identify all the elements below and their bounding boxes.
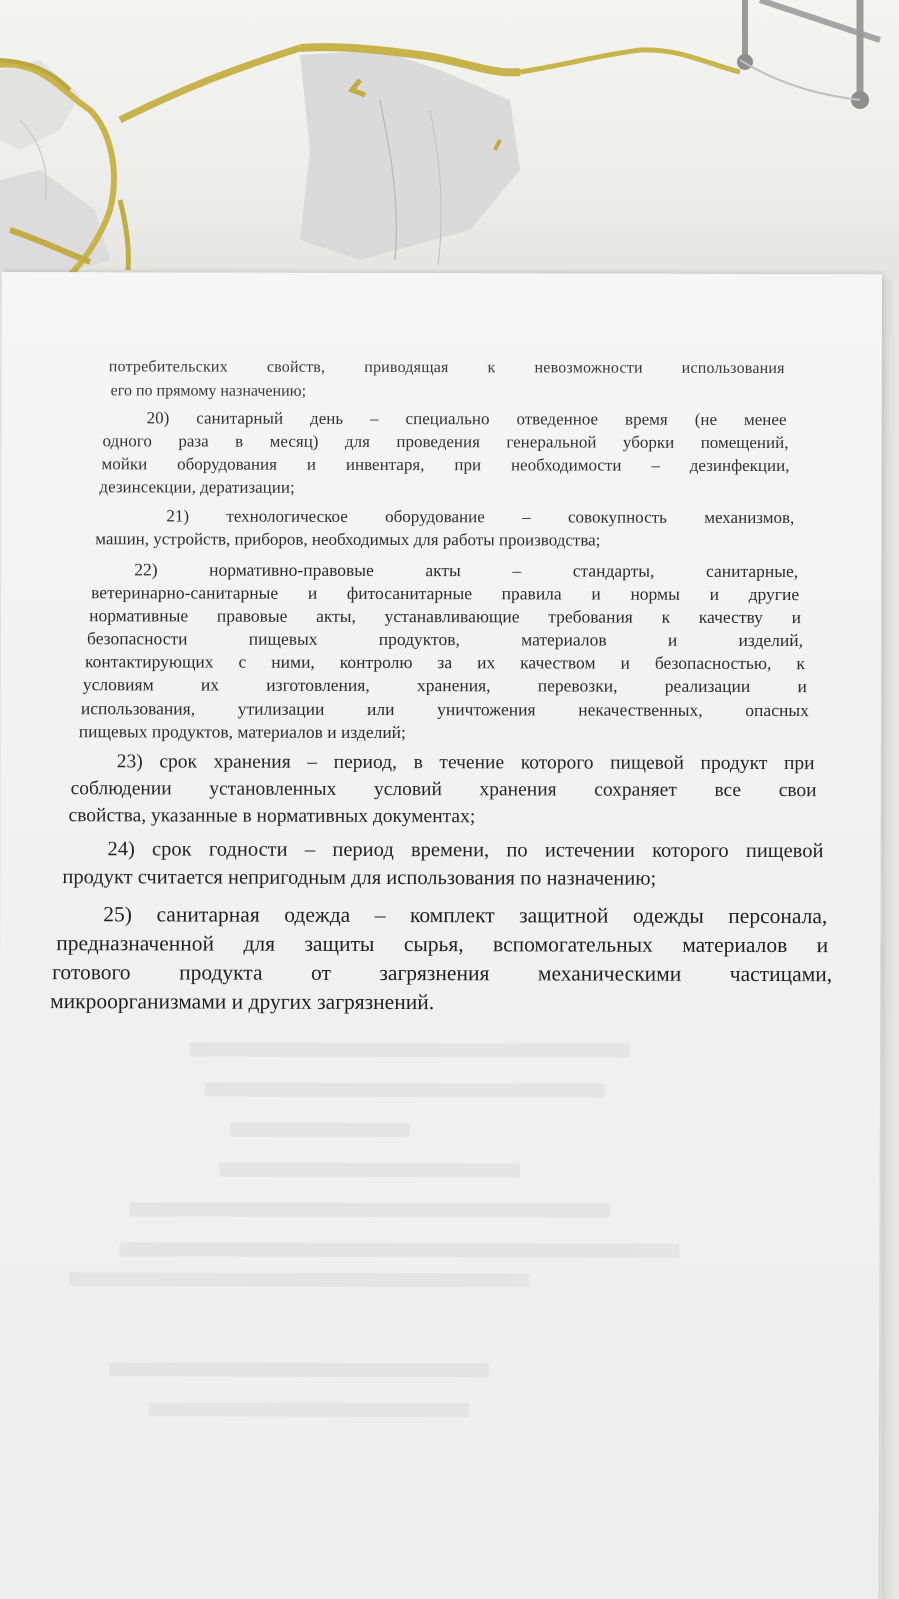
doc-line-3: 20) санитарный день – специально отведенное время (не менее <box>146 408 787 430</box>
doc-line-23: предназначенной для защиты сырья, вспомогательных материалов и <box>56 931 829 958</box>
doc-line-17: 23) срок хранения – период, в течение которого пищевой продукт при <box>116 751 815 775</box>
doc-line-22: 25) санитарная одежда – комплект защитной одежды персонала, <box>103 902 828 929</box>
doc-line-10: ветеринарно-санитарные и фитосанитарные правила и нормы и другие <box>91 582 800 605</box>
doc-line-12: безопасности пищевых продуктов, материалов и изделий, <box>87 628 804 651</box>
doc-line-2: его по прямому назначению; <box>110 382 307 400</box>
doc-line-6: дезинсекции, дератизации; <box>99 477 295 497</box>
doc-line-24: готового продукта от загрязнения механическими частицами, <box>52 960 833 987</box>
document-page <box>0 272 882 1599</box>
doc-line-14: условиям их изготовления, хранения, перевозки, реализации и <box>82 674 807 697</box>
doc-line-20: 24) срок годности – период времени, по истечении которого пищевой <box>107 838 824 863</box>
doc-line-1: потребительских свойств, приводящая к невозможности использования <box>108 358 785 378</box>
doc-line-15: использования, утилизации или уничтожения некачественных, опасных <box>80 698 809 721</box>
marble-veins <box>0 0 899 300</box>
doc-line-25: микроорганизмами и других загрязнений. <box>50 989 435 1015</box>
marble-background <box>0 0 899 300</box>
doc-line-7: 21) технологическое оборудование – совокупность механизмов, <box>166 506 795 528</box>
doc-line-4: одного раза в месяц) для проведения генеральной уборки помещений, <box>102 431 789 453</box>
doc-line-18: соблюдении установленных условий хранения сохраняет все свои <box>70 778 817 802</box>
paper-edge-shadow <box>882 280 899 1599</box>
doc-line-8: машин, устройств, приборов, необходимых для работы производства; <box>95 529 601 550</box>
doc-line-19: свойства, указанные в нормативных документах; <box>68 805 476 828</box>
doc-line-5: мойки оборудования и инвентаря, при необходимости – дезинфекции, <box>101 454 790 476</box>
doc-line-16: пищевых продуктов, материалов и изделий; <box>78 721 406 743</box>
doc-line-21: продукт считается непригодным для использования по назначению; <box>62 866 657 890</box>
doc-line-9: 22) нормативно-правовые акты – стандарты, санитарные, <box>134 559 799 582</box>
doc-line-11: нормативные правовые акты, устанавливающие требования к качеству и <box>89 605 802 628</box>
doc-line-13: контактирующих с ними, контролю за их качеством и безопасностью, к <box>84 651 805 674</box>
